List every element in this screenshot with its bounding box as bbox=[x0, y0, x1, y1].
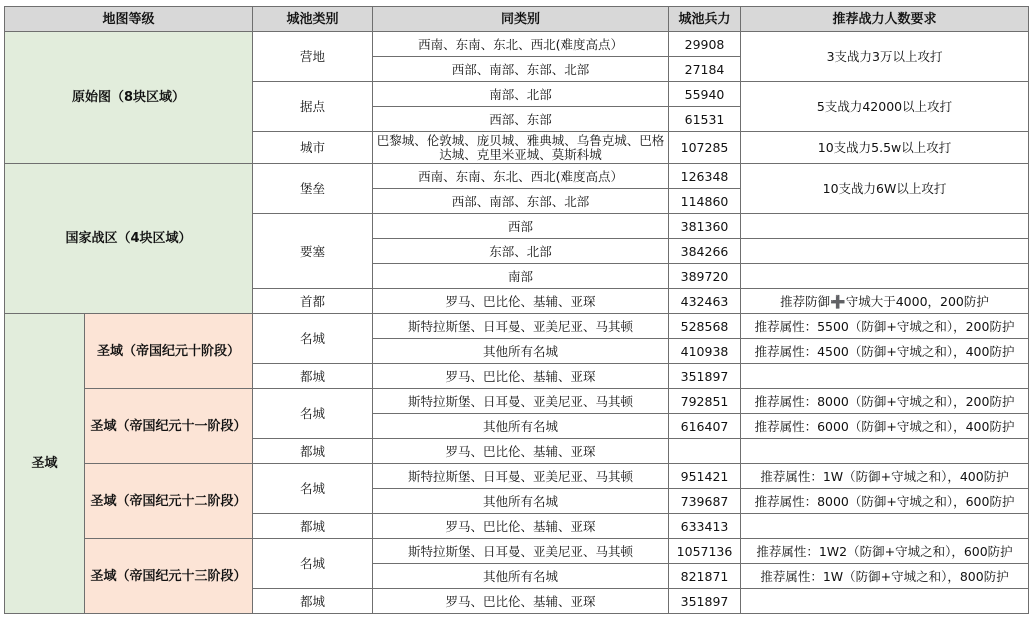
table-row bbox=[5, 539, 1029, 564]
recommend-cell: 3支战力3万以上攻打 bbox=[741, 32, 1029, 82]
troops-cell: 633413 bbox=[669, 514, 741, 539]
header-row bbox=[5, 7, 1029, 32]
header-city-type: 城池类别 bbox=[253, 7, 373, 32]
same-type-cell: 斯特拉斯堡、日耳曼、亚美尼亚、马其顿 bbox=[373, 464, 669, 489]
recommend-cell: 推荐属性：5500（防御+守城之和），200防护 bbox=[741, 314, 1029, 339]
troops-cell bbox=[669, 439, 741, 464]
table-row bbox=[5, 389, 1029, 414]
same-type-cell: 罗马、巴比伦、基辅、亚琛 bbox=[373, 514, 669, 539]
recommend-cell: 10支战力5.5w以上攻打 bbox=[741, 132, 1029, 164]
recommend-cell bbox=[741, 364, 1029, 389]
same-type-cell: 巴黎城、伦敦城、庞贝城、雅典城、乌鲁克城、巴格达城、克里米亚城、莫斯科城 bbox=[373, 132, 669, 164]
recommend-cell: 推荐属性：8000（防御+守城之和），200防护 bbox=[741, 389, 1029, 414]
stage-ten: 圣域（帝国纪元十阶段） bbox=[85, 314, 253, 389]
recommend-cell: 推荐属性：6000（防御+守城之和），400防护 bbox=[741, 414, 1029, 439]
same-type-cell: 其他所有名城 bbox=[373, 564, 669, 589]
header-map-level: 地图等级 bbox=[5, 7, 253, 32]
troops-cell: 739687 bbox=[669, 489, 741, 514]
troops-cell: 1057136 bbox=[669, 539, 741, 564]
recommend-cell: 10支战力6W以上攻打 bbox=[741, 164, 1029, 214]
troops-cell: 114860 bbox=[669, 189, 741, 214]
city-type-famous-city: 名城 bbox=[253, 389, 373, 439]
city-type-citadel: 要塞 bbox=[253, 214, 373, 289]
city-type-city: 城市 bbox=[253, 132, 373, 164]
city-type-stronghold: 据点 bbox=[253, 82, 373, 132]
city-type-famous-city: 名城 bbox=[253, 314, 373, 364]
same-type-cell: 罗马、巴比伦、基辅、亚琛 bbox=[373, 439, 669, 464]
troops-cell: 821871 bbox=[669, 564, 741, 589]
recommend-cell: 推荐属性：1W（防御+守城之和），800防护 bbox=[741, 564, 1029, 589]
same-type-cell: 罗马、巴比伦、基辅、亚琛 bbox=[373, 589, 669, 614]
recommend-cell: 推荐属性：1W2（防御+守城之和），600防护 bbox=[741, 539, 1029, 564]
troops-cell: 792851 bbox=[669, 389, 741, 414]
troops-cell: 381360 bbox=[669, 214, 741, 239]
recommend-cell bbox=[741, 264, 1029, 289]
table-row bbox=[5, 314, 1029, 339]
region-national-zone: 国家战区（4块区域） bbox=[5, 164, 253, 314]
same-type-cell: 西南、东南、东北、西北(难度高点） bbox=[373, 32, 669, 57]
troops-cell: 410938 bbox=[669, 339, 741, 364]
recommend-cell: 推荐属性：8000（防御+守城之和），600防护 bbox=[741, 489, 1029, 514]
recommend-cell: 推荐属性：1W（防御+守城之和），400防护 bbox=[741, 464, 1029, 489]
header-troops: 城池兵力 bbox=[669, 7, 741, 32]
same-type-cell: 西南、东南、东北、西北(难度高点） bbox=[373, 164, 669, 189]
recommend-cell: 推荐防御➕守城大于4000，200防护 bbox=[741, 289, 1029, 314]
troops-cell: 389720 bbox=[669, 264, 741, 289]
recommend-cell bbox=[741, 239, 1029, 264]
troops-cell: 351897 bbox=[669, 364, 741, 389]
troops-cell: 61531 bbox=[669, 107, 741, 132]
table-row bbox=[5, 32, 1029, 57]
same-type-cell: 其他所有名城 bbox=[373, 339, 669, 364]
header-same-type: 同类别 bbox=[373, 7, 669, 32]
troops-cell: 616407 bbox=[669, 414, 741, 439]
troop-requirements-table bbox=[4, 6, 1029, 614]
region-original-map: 原始图（8块区域） bbox=[5, 32, 253, 164]
same-type-cell: 东部、北部 bbox=[373, 239, 669, 264]
same-type-cell: 其他所有名城 bbox=[373, 414, 669, 439]
troops-cell: 528568 bbox=[669, 314, 741, 339]
recommend-cell bbox=[741, 589, 1029, 614]
city-type-capital: 首都 bbox=[253, 289, 373, 314]
stage-twelve: 圣域（帝国纪元十二阶段） bbox=[85, 464, 253, 539]
troops-cell: 126348 bbox=[669, 164, 741, 189]
table-row bbox=[5, 164, 1029, 189]
recommend-cell bbox=[741, 214, 1029, 239]
troops-cell: 951421 bbox=[669, 464, 741, 489]
same-type-cell: 南部 bbox=[373, 264, 669, 289]
same-type-cell: 其他所有名城 bbox=[373, 489, 669, 514]
region-holy-domain: 圣域 bbox=[5, 314, 85, 614]
header-recommendation: 推荐战力人数要求 bbox=[741, 7, 1029, 32]
city-type-famous-city: 名城 bbox=[253, 539, 373, 589]
troops-cell: 384266 bbox=[669, 239, 741, 264]
city-type-royal-city: 都城 bbox=[253, 439, 373, 464]
stage-thirteen: 圣域（帝国纪元十三阶段） bbox=[85, 539, 253, 614]
same-type-cell: 斯特拉斯堡、日耳曼、亚美尼亚、马其顿 bbox=[373, 314, 669, 339]
recommend-cell bbox=[741, 439, 1029, 464]
city-type-royal-city: 都城 bbox=[253, 364, 373, 389]
troops-cell: 432463 bbox=[669, 289, 741, 314]
troops-cell: 29908 bbox=[669, 32, 741, 57]
recommend-cell: 5支战力42000以上攻打 bbox=[741, 82, 1029, 132]
city-type-camp: 营地 bbox=[253, 32, 373, 82]
same-type-cell: 罗马、巴比伦、基辅、亚琛 bbox=[373, 364, 669, 389]
same-type-cell: 南部、北部 bbox=[373, 82, 669, 107]
same-type-cell: 西部、南部、东部、北部 bbox=[373, 189, 669, 214]
same-type-cell: 西部 bbox=[373, 214, 669, 239]
same-type-cell: 西部、东部 bbox=[373, 107, 669, 132]
city-type-royal-city: 都城 bbox=[253, 514, 373, 539]
recommend-cell: 推荐属性：4500（防御+守城之和），400防护 bbox=[741, 339, 1029, 364]
city-type-fortress: 堡垒 bbox=[253, 164, 373, 214]
table-row bbox=[5, 464, 1029, 489]
same-type-cell: 西部、南部、东部、北部 bbox=[373, 57, 669, 82]
city-type-royal-city: 都城 bbox=[253, 589, 373, 614]
stage-eleven: 圣域（帝国纪元十一阶段） bbox=[85, 389, 253, 464]
same-type-cell: 斯特拉斯堡、日耳曼、亚美尼亚、马其顿 bbox=[373, 389, 669, 414]
recommend-cell bbox=[741, 514, 1029, 539]
troops-cell: 55940 bbox=[669, 82, 741, 107]
same-type-cell: 罗马、巴比伦、基辅、亚琛 bbox=[373, 289, 669, 314]
same-type-cell: 斯特拉斯堡、日耳曼、亚美尼亚、马其顿 bbox=[373, 539, 669, 564]
city-type-famous-city: 名城 bbox=[253, 464, 373, 514]
troops-cell: 107285 bbox=[669, 132, 741, 164]
troops-cell: 351897 bbox=[669, 589, 741, 614]
troops-cell: 27184 bbox=[669, 57, 741, 82]
